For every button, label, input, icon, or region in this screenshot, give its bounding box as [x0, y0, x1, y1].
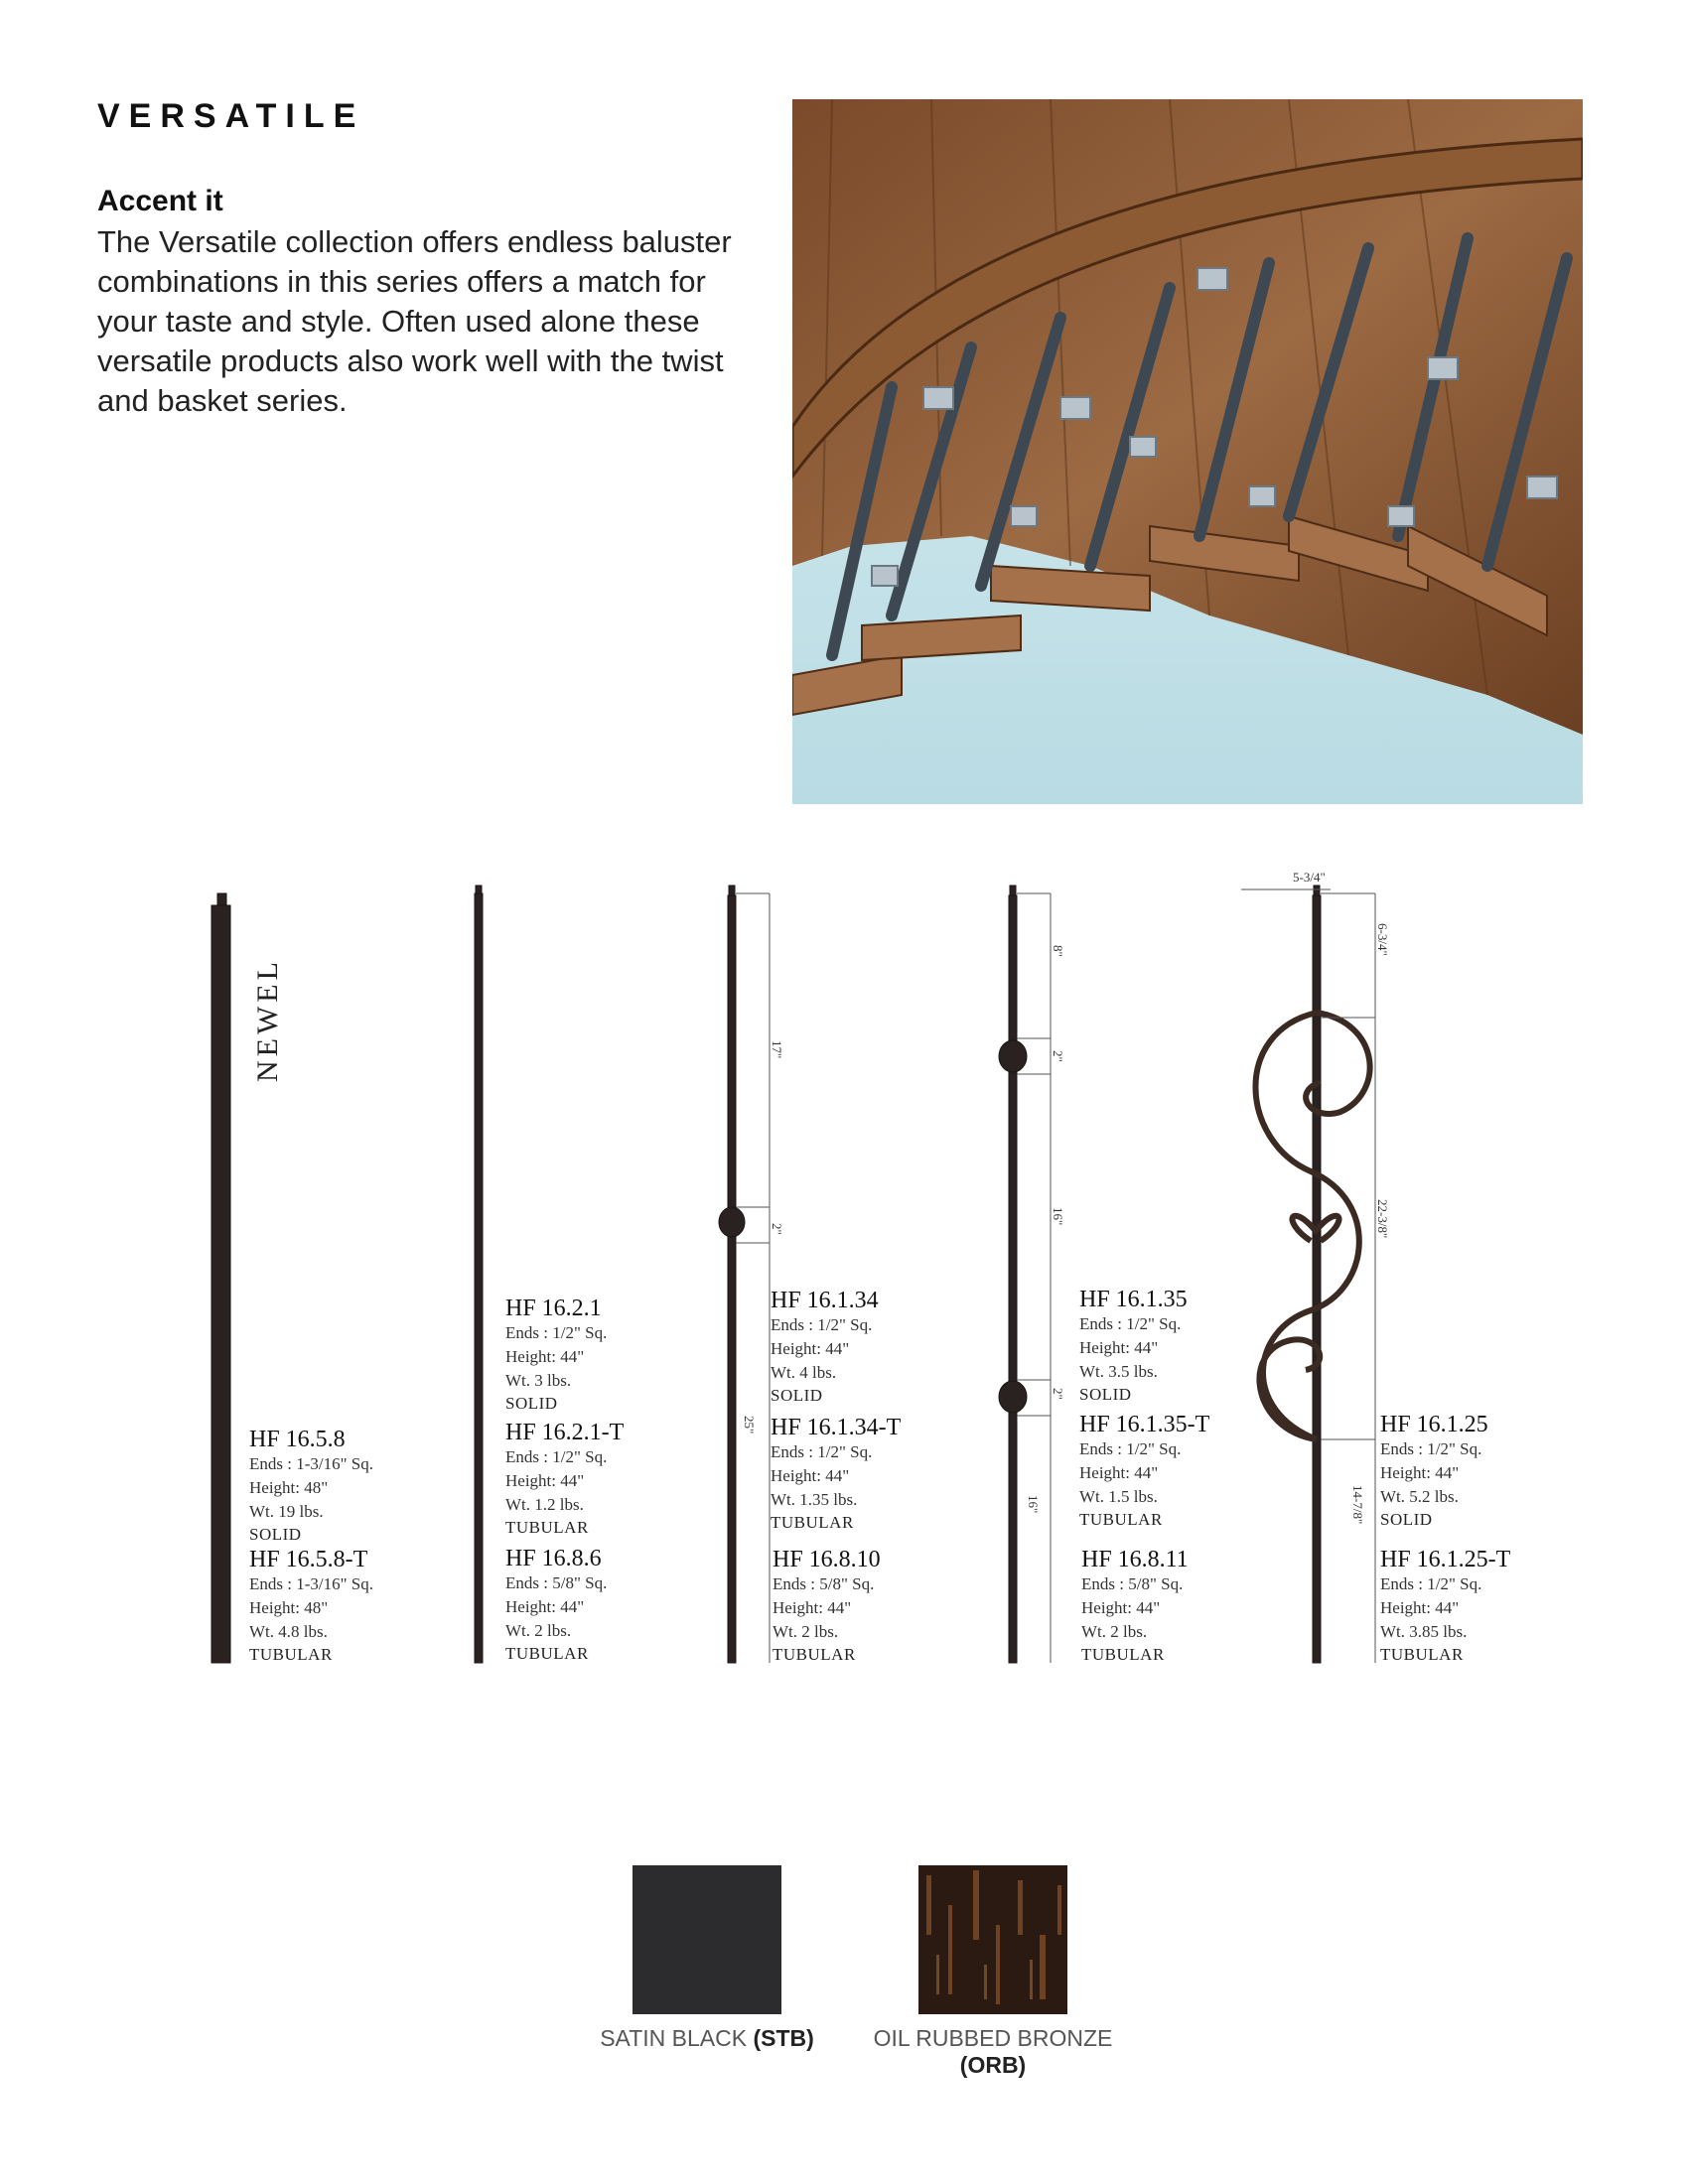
spec-hf-16-1-34-t	[771, 1415, 901, 1534]
section-subheading: Accent it	[97, 185, 223, 217]
spec-hf-16-8-10	[773, 1547, 881, 1666]
newel-post-drawing	[211, 905, 230, 1663]
dim-14-7-8: 14-7/8"	[1350, 1485, 1365, 1525]
dim-22-3-8: 22-3/8"	[1375, 1199, 1390, 1239]
product-ends: Ends : 1-3/16" Sq.	[249, 1574, 374, 1593]
product-type: SOLID	[505, 1394, 558, 1413]
product-code: HF 16.1.35-T	[1079, 1412, 1210, 1437]
baluster-16-2-1-drawing	[475, 893, 483, 1663]
swatch-label-satin-black	[592, 2025, 822, 2052]
product-height: Height: 44"	[1380, 1598, 1460, 1617]
product-weight: Wt. 2 lbs.	[773, 1622, 839, 1641]
baluster-16-1-34-drawing	[728, 895, 736, 1663]
product-weight: Wt. 3.85 lbs.	[1380, 1622, 1468, 1641]
product-weight: Wt. 1.2 lbs.	[505, 1495, 584, 1514]
product-type: SOLID	[249, 1525, 302, 1544]
intro-paragraph: The Versatile collection offers endless baluster combinations in this series offers a match for your taste and style. Often used alone these versatile products also work well with the twist and basket series.	[97, 224, 732, 418]
finish-code: (STB)	[753, 2025, 814, 2051]
baluster-16-1-34-knuckle	[719, 1207, 745, 1237]
dim-8: 8"	[1051, 945, 1065, 957]
product-ends: Ends : 1/2" Sq.	[505, 1323, 608, 1342]
finish-name: OIL RUBBED BRONZE	[873, 2025, 1113, 2051]
swatch-color-satin-black	[633, 1865, 781, 2014]
finish-code: (ORB)	[959, 2052, 1027, 2078]
baluster-16-1-25-drawing	[1313, 895, 1321, 1663]
product-height: Height: 48"	[249, 1598, 329, 1617]
baluster-16-1-35-cap	[1010, 886, 1016, 897]
product-ends: Ends : 5/8" Sq.	[505, 1573, 608, 1592]
baluster-16-1-35-knuckle-bottom	[999, 1381, 1027, 1413]
product-height: Height: 44"	[773, 1598, 852, 1617]
product-weight: Wt. 4.8 lbs.	[249, 1622, 328, 1641]
product-height: Height: 44"	[505, 1471, 585, 1490]
product-code: HF 16.1.34-T	[771, 1415, 902, 1440]
product-code: HF 16.8.10	[773, 1547, 881, 1572]
product-code: HF 16.1.25-T	[1380, 1547, 1511, 1572]
product-weight: Wt. 3 lbs.	[505, 1371, 572, 1390]
swatch-satin-black	[633, 1865, 781, 2014]
product-ends: Ends : 1/2" Sq.	[1079, 1314, 1182, 1333]
product-weight: Wt. 1.5 lbs.	[1079, 1487, 1158, 1506]
product-height: Height: 44"	[505, 1347, 585, 1366]
product-height: Height: 44"	[505, 1597, 585, 1616]
product-height: Height: 44"	[771, 1339, 850, 1358]
baluster-16-1-25-cap	[1314, 886, 1320, 897]
product-height: Height: 44"	[1081, 1598, 1161, 1617]
spec-hf-16-8-6	[505, 1546, 607, 1665]
product-code: HF 16.2.1-T	[505, 1420, 625, 1445]
product-ends: Ends : 1/2" Sq.	[1380, 1439, 1482, 1458]
swatch-label-oil-rubbed-bronze	[858, 2025, 1128, 2079]
product-type: TUBULAR	[249, 1645, 333, 1664]
spec-hf-16-5-8	[249, 1427, 373, 1546]
product-ends: Ends : 1/2" Sq.	[1079, 1439, 1182, 1458]
spec-hf-16-1-25	[1380, 1412, 1488, 1531]
product-code: HF 16.1.25	[1380, 1412, 1488, 1437]
swatch-oil-rubbed-bronze	[918, 1865, 1067, 2014]
spec-hf-16-2-1	[505, 1296, 607, 1415]
spec-hf-16-1-25-t	[1380, 1547, 1510, 1666]
newel-cap	[217, 893, 226, 907]
dim-6-3-4: 6-3/4"	[1375, 923, 1390, 956]
product-ends: Ends : 1/2" Sq.	[505, 1447, 608, 1466]
product-ends: Ends : 5/8" Sq.	[1081, 1574, 1184, 1593]
product-ends: Ends : 1/2" Sq.	[771, 1442, 873, 1461]
dim-17: 17"	[770, 1040, 784, 1059]
product-code: HF 16.5.8-T	[249, 1547, 368, 1572]
newel-label: NEWEL	[251, 958, 284, 1082]
product-code: HF 16.1.34	[771, 1288, 879, 1313]
page-title: VERSATILE	[97, 97, 365, 135]
product-type: SOLID	[1079, 1385, 1132, 1404]
product-type: SOLID	[1380, 1510, 1433, 1529]
product-type: TUBULAR	[1081, 1645, 1165, 1664]
product-weight: Wt. 4 lbs.	[771, 1363, 837, 1382]
product-height: Height: 44"	[1079, 1463, 1159, 1482]
product-weight: Wt. 2 lbs.	[1081, 1622, 1148, 1641]
staircase-photo	[792, 99, 1583, 804]
product-code: HF 16.5.8	[249, 1427, 346, 1452]
product-height: Height: 44"	[1079, 1338, 1159, 1357]
product-ends: Ends : 5/8" Sq.	[773, 1574, 875, 1593]
dim-5-3-4: 5-3/4"	[1293, 870, 1326, 885]
scroll-panel-drawing	[1255, 1013, 1369, 1439]
product-type: TUBULAR	[773, 1645, 856, 1664]
product-code: HF 16.8.11	[1081, 1547, 1189, 1572]
product-code: HF 16.2.1	[505, 1296, 602, 1321]
spec-hf-16-5-8-t	[249, 1547, 373, 1666]
dim-25: 25"	[742, 1416, 757, 1434]
spec-hf-16-2-1-t	[505, 1420, 624, 1539]
product-type: TUBULAR	[1079, 1510, 1163, 1529]
swatch-color-oil-rubbed-bronze	[918, 1865, 1067, 2014]
product-height: Height: 44"	[771, 1466, 850, 1485]
product-height: Height: 44"	[1380, 1463, 1460, 1482]
product-ends: Ends : 1/2" Sq.	[771, 1315, 873, 1334]
product-height: Height: 48"	[249, 1478, 329, 1497]
spec-hf-16-8-11	[1081, 1547, 1189, 1666]
dim-2-b: 2"	[1051, 1050, 1065, 1062]
product-code: HF 16.8.6	[505, 1546, 602, 1571]
dim-2-c: 2"	[1051, 1388, 1065, 1400]
product-type: TUBULAR	[505, 1518, 589, 1537]
spec-hf-16-1-35-t	[1079, 1412, 1209, 1531]
product-weight: Wt. 2 lbs.	[505, 1621, 572, 1640]
baluster-16-1-34-cap	[729, 886, 735, 897]
dim-2-a: 2"	[770, 1223, 784, 1235]
product-weight: Wt. 5.2 lbs.	[1380, 1487, 1459, 1506]
spec-hf-16-1-35	[1079, 1287, 1188, 1406]
product-weight: Wt. 19 lbs.	[249, 1502, 324, 1521]
product-type: TUBULAR	[771, 1513, 854, 1532]
baluster-16-2-1-cap	[476, 886, 482, 895]
dim-16-a: 16"	[1051, 1207, 1065, 1226]
product-type: TUBULAR	[505, 1644, 589, 1663]
product-type: TUBULAR	[1380, 1645, 1464, 1664]
spec-hf-16-1-34	[771, 1288, 879, 1407]
baluster-16-1-35-drawing	[1009, 895, 1017, 1663]
product-weight: Wt. 3.5 lbs.	[1079, 1362, 1158, 1381]
baluster-16-1-35-knuckle-top	[999, 1040, 1027, 1072]
product-type: SOLID	[771, 1386, 823, 1405]
product-weight: Wt. 1.35 lbs.	[771, 1490, 858, 1509]
product-ends: Ends : 1/2" Sq.	[1380, 1574, 1482, 1593]
product-code: HF 16.1.35	[1079, 1287, 1188, 1312]
product-ends: Ends : 1-3/16" Sq.	[249, 1454, 374, 1473]
dim-16-b: 16"	[1026, 1495, 1041, 1514]
finish-name: SATIN BLACK	[600, 2025, 748, 2051]
